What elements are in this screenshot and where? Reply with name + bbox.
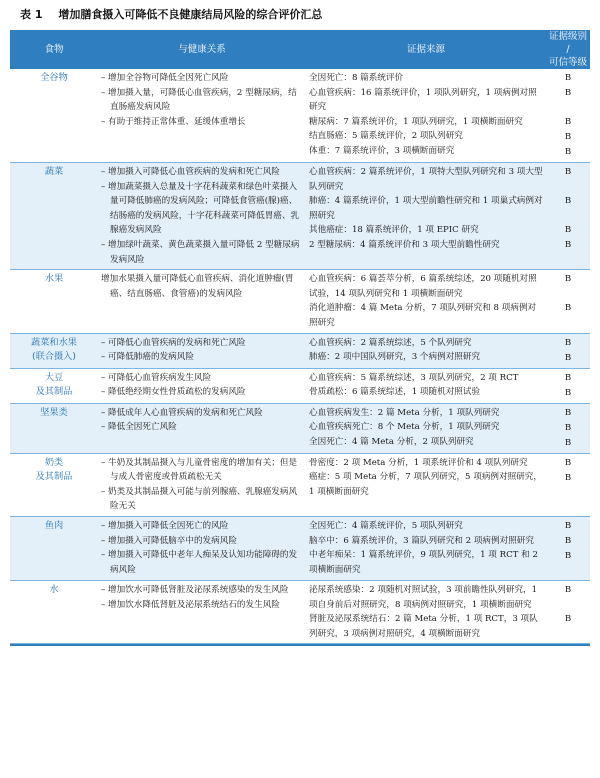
health-relation-item: – 增加摄入量，可降低心血管疾病，2 型糖尿病，结直肠癌发病风险 — [101, 87, 297, 113]
health-relation-item: – 有助于维持正常体重、延缓体重增长 — [101, 116, 246, 127]
evidence-grade: B — [564, 613, 572, 624]
grade-cell — [546, 270, 590, 333]
table-label: 表 1 — [20, 8, 43, 21]
grade-cell — [546, 368, 590, 403]
health-relation-cell — [98, 368, 306, 403]
evidence-grade: B — [564, 303, 572, 314]
table-row — [10, 270, 590, 333]
evidence-item: 心血管疾病：2 篇系统评价，1 项特大型队列研究和 3 项大型队列研究 — [309, 167, 543, 192]
table-row — [10, 516, 590, 580]
evidence-item: 心血管疾病：6 篇荟萃分析，6 篇系统综述，20 项随机对照试验，14 项队列研究和 1 项横断面研究 — [309, 274, 537, 299]
evidence-grade: B — [564, 422, 572, 433]
evidence-item: 糖尿病：7 篇系统评价，1 项队列研究，1 项横断面研究 — [309, 116, 523, 127]
health-relation-cell — [98, 516, 306, 580]
health-relation-cell — [98, 580, 306, 643]
evidence-item: 心血管疾病发生：2 篇 Meta 分析，1 项队列研究 — [309, 407, 500, 418]
evidence-item: 心血管疾病死亡：8 个 Meta 分析，1 项队列研究 — [309, 422, 500, 433]
evidence-item: 泌尿系统感染：2 项随机对照试验，3 项前瞻性队列研究，1 项自身前后对照研究，8 项病例对照研究，1 项横断面研究 — [309, 584, 538, 610]
evidence-grade: B — [564, 372, 572, 383]
health-relation-item: – 增加全谷物可降低全因死亡风险 — [101, 73, 229, 83]
evidence-grade: B — [564, 240, 572, 250]
food-name: 鱼肉 — [44, 519, 64, 531]
evidence-item: 肺癌：2 项中国队列研究，3 个病例对照研究 — [309, 352, 481, 363]
health-relation-item: – 降低全因死亡风险 — [101, 422, 177, 433]
evidence-item: 2 型糖尿病：4 篇系统评价和 3 项大型前瞻性研究 — [309, 239, 500, 250]
health-relation-item: – 可降低心血管疾病发生风险 — [101, 372, 212, 383]
evidence-item: 癌症：5 项 Meta 分析，7 项队列研究，5 项病例对照研究，1 项横断面研究 — [309, 472, 542, 497]
grade-cell — [546, 580, 590, 643]
evidence-item: 心血管疾病：2 篇系统综述，5 个队列研究 — [309, 337, 472, 348]
health-relation-item: – 增加饮水可降低肾脏及泌尿系统感染的发生风险 — [101, 584, 289, 595]
table-row — [10, 580, 590, 643]
evidence-cell — [306, 163, 546, 270]
evidence-item: 其他癌症：18 篇系统评价，1 项 EPIC 研究 — [309, 225, 479, 236]
table-row — [10, 163, 590, 270]
health-relation-cell — [98, 333, 306, 368]
health-relation-item: – 牛奶及其制品摄入与儿童骨密度的增加有关；但是与成人骨密度或骨质疏松无关 — [101, 457, 298, 483]
health-relation-cell — [98, 69, 306, 163]
table-row — [10, 368, 590, 403]
food-name: 蔬菜 — [44, 166, 64, 177]
evidence-grade: B — [564, 352, 572, 363]
evidence-grade: B — [564, 472, 572, 483]
evidence-item: 肺癌：4 篇系统评价，1 项大型前瞻性研究和 1 项巢式病例对照研究 — [309, 196, 543, 221]
evidence-grade: B — [564, 387, 572, 398]
health-relation-cell — [98, 453, 306, 516]
health-relation-item: – 增加饮水降低肾脏及泌尿系统结石的发生风险 — [101, 599, 280, 610]
evidence-grade: B — [564, 535, 572, 546]
evidence-grade: B — [564, 167, 572, 177]
health-relation-item: – 增加摄入可降低中老年人痴呆及认知功能障碍的发病风险 — [101, 550, 298, 575]
evidence-cell — [306, 333, 546, 368]
table-title: 增加膳食摄入可降低不良健康结局风险的综合评价汇总 — [58, 8, 323, 21]
evidence-grade: B — [564, 147, 572, 157]
evidence-cell — [306, 368, 546, 403]
evidence-grade: B — [564, 407, 572, 418]
evidence-grade: B — [564, 437, 572, 448]
table-row — [10, 403, 590, 453]
evidence-grade: B — [564, 337, 572, 348]
header-grade: 证据级别 / 可信等级 — [549, 31, 588, 68]
table-row — [10, 453, 590, 516]
table-bottom-rule — [10, 644, 590, 646]
evidence-cell — [306, 516, 546, 580]
evidence-item: 肾脏及泌尿系统结石：2 篇 Meta 分析，1 项 RCT，3 项队列研究，3 项病例对照研究，4 项横断面研究 — [309, 614, 538, 639]
evidence-grade: B — [564, 457, 572, 468]
health-relation-item: – 降低绝经期女性骨质疏松的发病风险 — [101, 387, 246, 398]
health-relation-item: – 可降低心血管疾病的发病和死亡风险 — [101, 337, 246, 348]
evidence-item: 全因死亡：4 篇系统评价，5 项队列研究 — [309, 520, 463, 531]
evidence-cell — [306, 453, 546, 516]
food-name: 大豆 及其制品 — [35, 371, 73, 398]
evidence-item: 全因死亡：8 篇系统评价 — [309, 73, 404, 83]
table-caption — [0, 0, 600, 30]
health-relation-item: – 奶类及其制品摄入可能与前列腺癌、乳腺癌发病风险无关 — [101, 486, 298, 512]
evidence-item: 中老年痴呆：1 篇系统评价，9 项队列研究，1 项 RCT 和 2 项横断面研究 — [309, 550, 538, 575]
evidence-cell — [306, 270, 546, 333]
evidence-cell — [306, 69, 546, 163]
health-relation-cell — [98, 163, 306, 270]
evidence-grade: B — [564, 584, 572, 595]
table-row — [10, 333, 590, 368]
evidence-item: 心血管疾病：5 篇系统综述，3 项队列研究，2 项 RCT — [309, 372, 519, 383]
evidence-cell — [306, 580, 546, 643]
evidence-cell — [306, 403, 546, 453]
grade-cell — [546, 163, 590, 270]
food-name: 水果 — [44, 273, 64, 285]
evidence-item: 全因死亡：4 篇 Meta 分析，2 项队列研究 — [309, 436, 474, 447]
evidence-item: 骨质疏松：6 篇系统综述，1 项随机对照试验 — [309, 387, 481, 398]
health-relation-item: – 增加摄入可降低心血管疾病的发病和死亡风险 — [101, 167, 280, 177]
table-row — [10, 69, 590, 163]
evidence-item: 骨密度：2 项 Meta 分析，1 项系统评价和 4 项队列研究 — [309, 457, 528, 468]
header-evidence: 证据来源 — [406, 44, 445, 55]
health-relation-item: – 增加绿叶蔬菜、黄色蔬菜摄入量可降低 2 型糖尿病发病风险 — [101, 239, 300, 265]
table-header-row — [10, 30, 590, 69]
food-name: 水 — [49, 583, 59, 595]
grade-cell — [546, 333, 590, 368]
header-food: 食物 — [44, 44, 64, 55]
evidence-item: 体重：7 篇系统评价，3 项横断面研究 — [309, 145, 455, 156]
evidence-grade: B — [564, 196, 572, 206]
health-relation-cell — [98, 403, 306, 453]
header-relation: 与健康关系 — [178, 44, 226, 55]
evidence-grade: B — [564, 73, 572, 83]
health-relation-cell — [98, 270, 306, 333]
evidence-item: 结直肠癌：5 篇系统评价，2 项队列研究 — [309, 131, 463, 142]
evidence-grade: B — [564, 225, 572, 235]
evidence-grade: B — [564, 88, 572, 98]
food-name: 蔬菜和水果 (联合摄入) — [31, 336, 77, 363]
evidence-grade: B — [564, 117, 572, 127]
evidence-item: 脑卒中：6 篇系统评价，3 篇队列研究和 2 项病例对照研究 — [309, 535, 534, 546]
food-name: 全谷物 — [40, 72, 68, 83]
health-relation-item: – 增加摄入可降低脑卒中的发病风险 — [101, 535, 237, 546]
grade-cell — [546, 69, 590, 163]
evidence-grade: B — [564, 132, 572, 142]
grade-cell — [546, 403, 590, 453]
evidence-grade: B — [564, 550, 572, 561]
grade-cell — [546, 516, 590, 580]
health-relation-item: – 增加摄入可降低全因死亡的风险 — [101, 520, 229, 531]
health-relation-item: – 增加蔬菜摄入总量及十字花科蔬菜和绿色叶菜摄入量可降低肺癌的发病风险；可降低食管癌(腺)癌、结肠癌的发病风险，十字花科蔬菜可降低胃癌、乳腺癌发病风险 — [101, 181, 300, 236]
evaluation-table — [10, 30, 590, 644]
evidence-item: 心血管疾病：16 篇系统评价，1 项队列研究，1 项病例对照研究 — [309, 87, 537, 113]
health-relation-item: 增加水果摄入量可降低心血管疾病、消化道肿瘤(胃癌、结直肠癌、食管癌)的发病风险 — [101, 274, 294, 299]
evidence-grade: B — [564, 274, 572, 285]
grade-cell — [546, 453, 590, 516]
evidence-grade: B — [564, 520, 572, 531]
health-relation-item: – 可降低肺癌的发病风险 — [101, 352, 194, 363]
health-relation-item: – 降低成年人心血管疾病的发病和死亡风险 — [101, 407, 263, 418]
evidence-item: 消化道肿瘤：4 篇 Meta 分析，7 项队列研究和 8 项病例对照研究 — [309, 303, 537, 328]
food-name: 坚果类 — [40, 406, 68, 418]
food-name: 奶类 及其制品 — [35, 456, 73, 483]
